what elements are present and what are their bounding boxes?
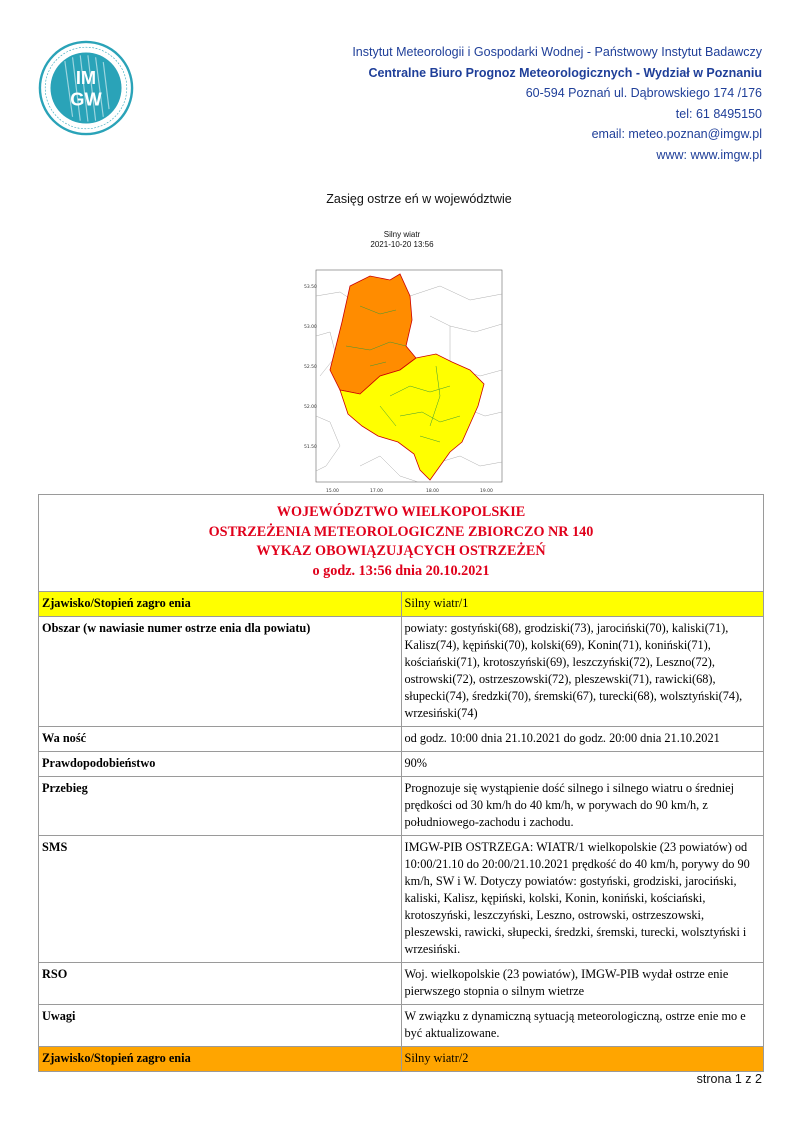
- row-label: Wa ność: [39, 727, 402, 752]
- phone: tel: 61 8495150: [675, 106, 762, 121]
- title-cell: [39, 495, 764, 592]
- map-title: [300, 230, 504, 250]
- row-value: Woj. wielkopolskie (23 powiatów), IMGW-PIB wydał ostrze enie pierwszego stopnia o silnym wietrze: [401, 963, 764, 1005]
- title-line-4: o godz. 13:56 dnia 20.10.2021: [312, 562, 490, 579]
- logo-text-im: IM: [75, 67, 97, 89]
- table-row-obszar: [39, 617, 764, 727]
- map-ytick-5: 51.50: [304, 445, 317, 450]
- row-value: od godz. 10:00 dnia 21.10.2021 do godz. 20:00 dnia 21.10.2021: [401, 727, 764, 752]
- warning-table: [38, 494, 764, 1072]
- row-value: W związku z dynamiczną sytuacją meteorologiczną, ostrze enie mo e być aktualizowane.: [401, 1005, 764, 1047]
- row-value: Silny wiatr/1: [401, 592, 764, 617]
- imgw-logo-icon: [38, 40, 134, 136]
- row-label: SMS: [39, 836, 402, 963]
- row-value: Prognozuje się wystąpienie dość silnego i silnego wiatru o średniej prędkości od 30 km/h do 40 km/h, w porywach do 90 km/h, z południowego-zachodu i zachodu.: [401, 777, 764, 836]
- map-ytick-4: 52.00: [304, 405, 317, 410]
- table-row-zjawisko-2: [39, 1047, 764, 1072]
- map-xtick-2: 17.00: [370, 489, 383, 494]
- row-label: RSO: [39, 963, 402, 1005]
- institute-name: Instytut Meteorologii i Gospodarki Wodnej - Państwowy Instytut Badawczy: [352, 45, 762, 59]
- title-line-1: WOJEWÓDZTWO WIELKOPOLSKIE: [276, 504, 526, 520]
- row-value: Silny wiatr/2: [401, 1047, 764, 1072]
- row-label: Zjawisko/Stopień zagro enia: [39, 1047, 402, 1072]
- table-row-zjawisko-1: [39, 592, 764, 617]
- map-ytick-2: 53.00: [304, 325, 317, 330]
- table-row-prawdopodobienstwo: [39, 752, 764, 777]
- map-xtick-1: 15.00: [326, 489, 339, 494]
- map-title-text: Silny wiatr: [383, 230, 421, 239]
- table-row-sms: [39, 836, 764, 963]
- logo-text-gw: GW: [70, 88, 102, 110]
- institute-header: [352, 42, 762, 165]
- bureau-name: Centralne Biuro Prognoz Meteorologicznych - Wydział w Poznaniu: [368, 65, 762, 80]
- row-label: Zjawisko/Stopień zagro enia: [39, 592, 402, 617]
- table-row-przebieg: [39, 777, 764, 836]
- table-row-waznosc: [39, 727, 764, 752]
- map-timestamp: 2021-10-20 13:56: [370, 240, 434, 249]
- map-ytick-3: 52.50: [304, 365, 317, 370]
- row-value: IMGW-PIB OSTRZEGA: WIATR/1 wielkopolskie (23 powiatów) od 10:00/21.10 do 20:00/21.10.2021 prędkość do 40 km/h, porywy do 90 km/h, SW i W. Dotyczy powiatów: gostyński, grodziski, jarociński, kaliski, Kalisz, kępiński, kolski, Konin, koniński, kościański, krotoszyński, leszczyński, Leszno, ostrowski, ostrzeszowski, pleszewski, rawicki, słupecki, średzki, śremski, turecki, wolsztyński i wrzesiński.: [401, 836, 764, 963]
- row-label: Uwagi: [39, 1005, 402, 1047]
- address: 60-594 Poznań ul. Dąbrowskiego 174 /176: [525, 86, 762, 100]
- title-line-2: OSTRZEŻENIA METEOROLOGICZNE ZBIORCZO NR 140: [208, 523, 594, 540]
- row-value: powiaty: gostyński(68), grodziski(73), jarociński(70), kaliski(71), Kalisz(74), kępiński(70), kolski(69), Konin(71), koniński(71), kościański(71), krotoszyński(69), leszczyński(72), Leszno(72), ostrowski(72), ostrzeszowski(72), pleszewski(71), rawicki(68), słupecki(74), średzki(70), śremski(67), turecki(68), wolsztyński(74), wrzesiński(74): [401, 617, 764, 727]
- table-row-rso: [39, 963, 764, 1005]
- warning-map: [300, 266, 504, 498]
- map-xtick-3: 18.00: [426, 489, 439, 494]
- email: email: meteo.poznan@imgw.pl: [591, 127, 762, 141]
- row-label: Przebieg: [39, 777, 402, 836]
- map-ytick-1: 53.50: [304, 285, 317, 290]
- page-number: strona 1 z 2: [696, 1072, 762, 1086]
- title-row: [39, 495, 764, 592]
- row-label: Obszar (w nawiasie numer ostrze enia dla powiatu): [39, 617, 402, 727]
- row-label: Prawdopodobieństwo: [39, 752, 402, 777]
- website: www: www.imgw.pl: [656, 147, 762, 162]
- table-row-uwagi: [39, 1005, 764, 1047]
- row-value: 90%: [401, 752, 764, 777]
- title-line-3: WYKAZ OBOWIĄZUJĄCYCH OSTRZEŻEŃ: [256, 543, 546, 559]
- map-caption: Zasięg ostrze eń w województwie: [326, 192, 512, 206]
- map-xtick-4: 19.00: [480, 489, 493, 494]
